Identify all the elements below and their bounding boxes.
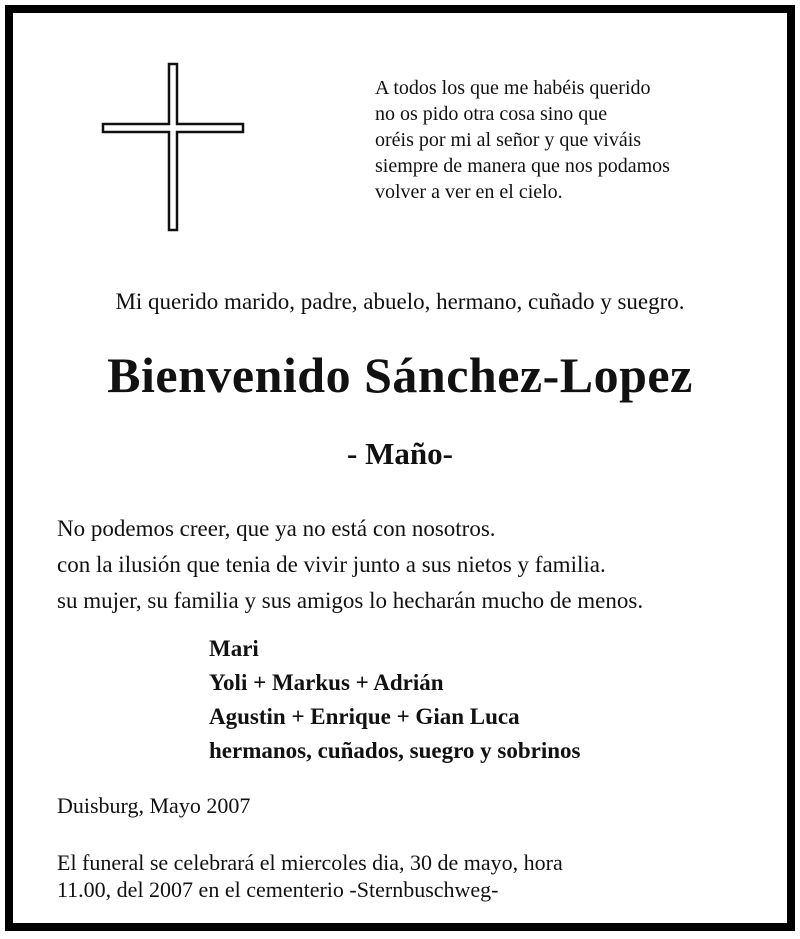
poem	[375, 75, 775, 205]
intro-text: Mi querido marido, padre, abuelo, hermano, cuñado y suegro.	[115, 289, 685, 314]
message-line: No podemos creer, que ya no está con nosotros.	[57, 516, 496, 541]
cross-icon	[99, 59, 247, 235]
family-line: Yoli + Markus + Adrián	[209, 670, 444, 695]
poem-line: no os pido otra cosa sino que	[375, 103, 608, 125]
poem-line: volver a ver en el cielo.	[375, 181, 563, 203]
family-line: Agustin + Enrique + Gian Luca	[209, 704, 520, 729]
poem-line: oréis por mi al señor y que viváis	[375, 129, 642, 151]
message	[57, 511, 787, 619]
message-line: su mujer, su familia y sus amigos lo hecharán mucho de menos.	[57, 588, 644, 613]
poem-line: A todos los que me habéis querido	[375, 77, 651, 99]
place-date: Duisburg, Mayo 2007	[57, 793, 251, 818]
family-line: Mari	[209, 636, 259, 661]
obituary-frame	[5, 5, 795, 931]
poem-line: siempre de manera que nos podamos	[375, 155, 670, 177]
family-list	[209, 632, 789, 768]
deceased-name: Bienvenido Sánchez-Lopez	[107, 347, 693, 403]
funeral-line: El funeral se celebrará el miercoles dia, 30 de mayo, hora	[57, 850, 563, 875]
message-line: con la ilusión que tenia de vivir junto a sus nietos y familia.	[57, 552, 606, 577]
nickname: - Maño-	[347, 436, 453, 471]
funeral-info	[57, 849, 777, 903]
funeral-line: 11.00, del 2007 en el cementerio -Sternbuschweg-	[57, 877, 499, 902]
family-line: hermanos, cuñados, suegro y sobrinos	[209, 738, 581, 763]
